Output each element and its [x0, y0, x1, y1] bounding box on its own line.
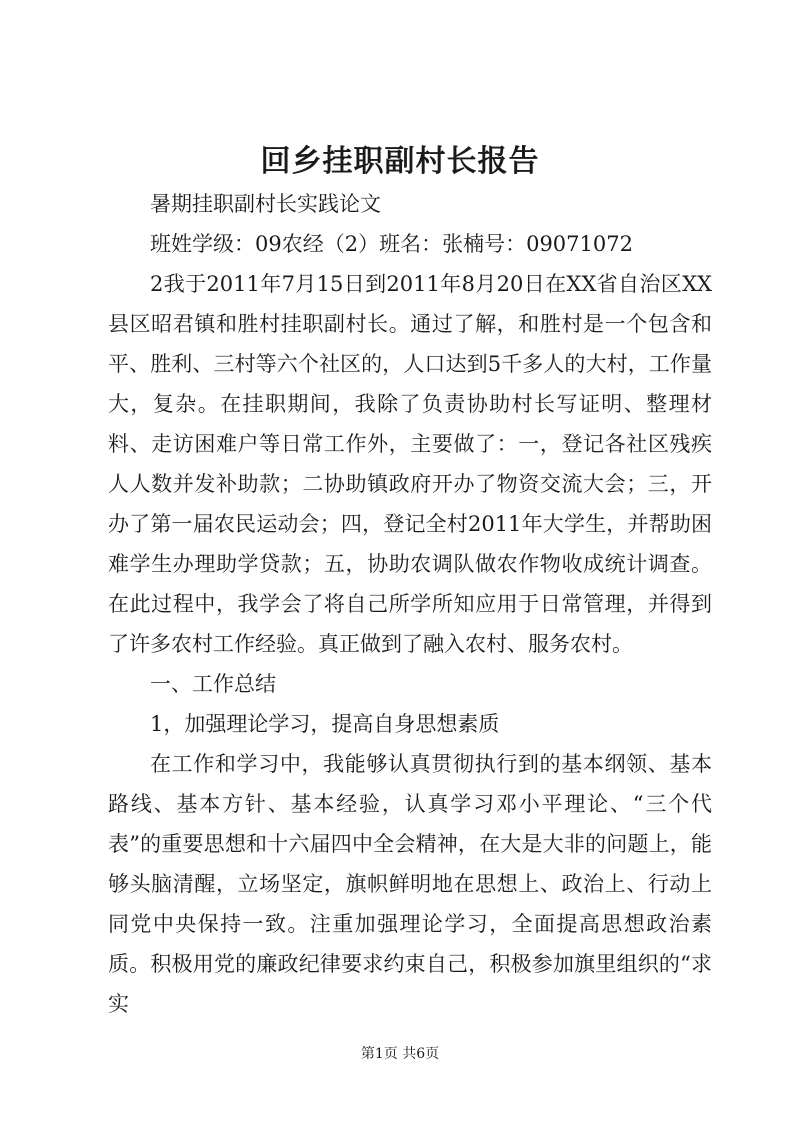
paragraph-theory-study: 在工作和学习中，我能够认真贯彻执行到的基本纲领、基本路线、基本方针、基本经验，认真学习邓小平理论、“三个代表”的重要思想和十六届四中全会精神，在大是大非的问题上，能够头脑清醒，立场坚定，旗帜鲜明地在思想上、政治上、行动上同党中央保持一致。注重加强理论学习，全面提高思想政治素质。积极用党的廉政纪律要求约束自己，积极参加旗里组织的“求实	[108, 752, 712, 1016]
section-heading: 一、工作总结	[150, 672, 276, 696]
page-footer: 第1页 共6页	[360, 1046, 440, 1062]
paragraph-subtitle: 暑期挂职副村长实践论文	[150, 192, 381, 216]
paragraph-student-info: 班姓学级：09农经（2）班名：张楠号：09071072	[150, 232, 633, 256]
subsection-heading: 1，加强理论学习，提高自身思想素质	[150, 712, 500, 736]
document-title: 回乡挂职副村长报告	[260, 144, 540, 179]
document-body	[108, 184, 712, 1024]
paragraph-intro: 2我于2011年7月15日到2011年8月20日在XX省自治区XX县区昭君镇和胜村挂职副村长。通过了解，和胜村是一个包含和平、胜利、三村等六个社区的，人口达到5千多人的大村，工作量大，复杂。在挂职期间，我除了负责协助村长写证明、整理材料、走访困难户等日常工作外，主要做了：一，登记各社区残疾人人数并发补助款；二协助镇政府开办了物资交流大会；三，开办了第一届农民运动会；四，登记全村2011年大学生，并帮助困难学生办理助学贷款；五，协助农调队做农作物收成统计调查。在此过程中，我学会了将自己所学所知应用于日常管理，并得到了许多农村工作经验。真正做到了融入农村、服务农村。	[108, 272, 712, 656]
